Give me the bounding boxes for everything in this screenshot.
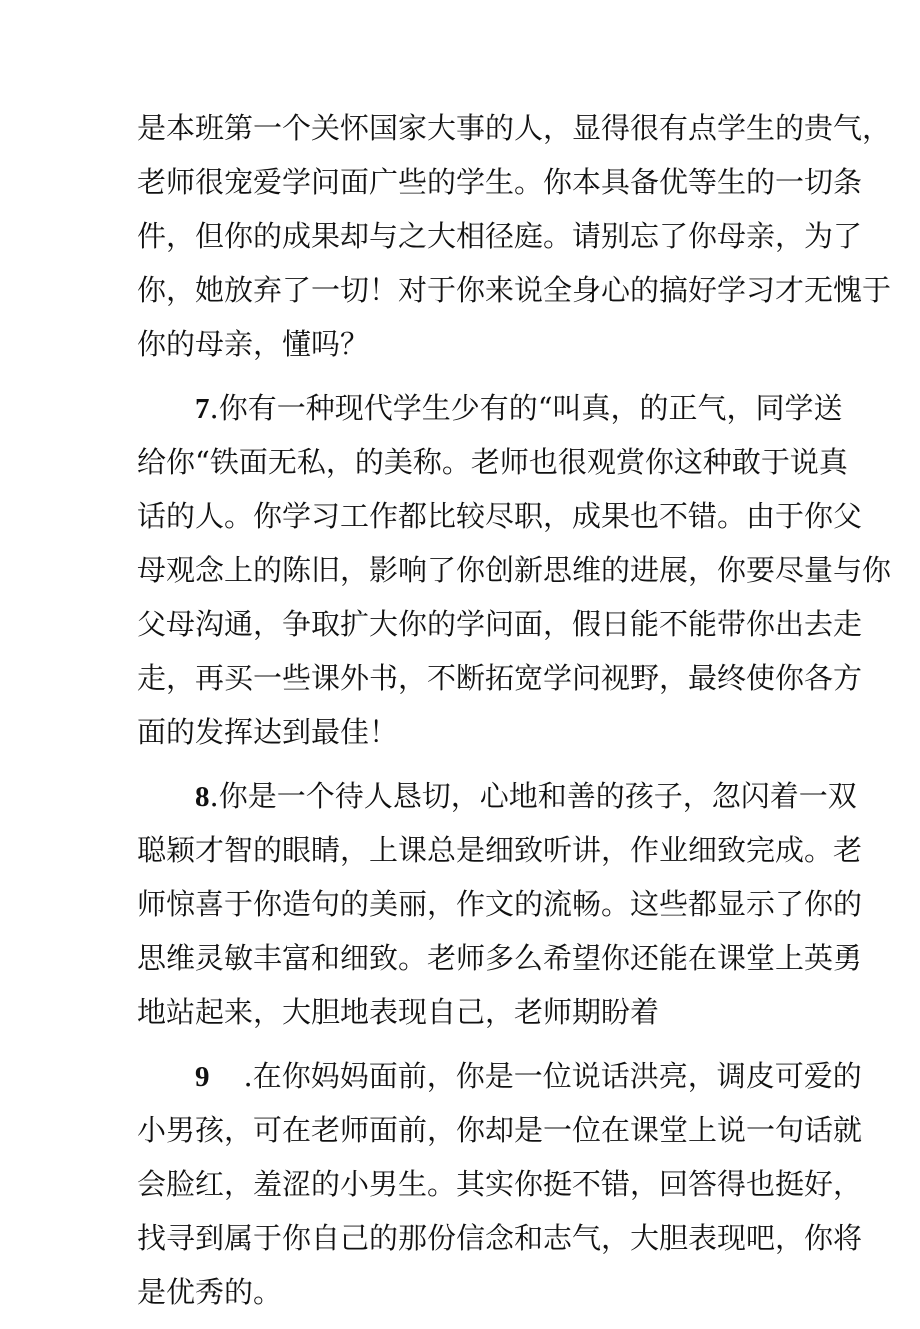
text-segment: .在你妈妈面前，你是一位说话洪亮，调皮可爱的 [243, 1059, 862, 1093]
text-line: 你的母亲，懂吗？ [137, 327, 370, 361]
text-segment: .你是一个待人恳切，心地和善的孩子，忽闪着一双 [209, 779, 857, 813]
text-line: 师惊喜于你造句的美丽，作文的流畅。这些都显示了你的 [137, 887, 863, 921]
text-line: 是优秀的。 [137, 1275, 283, 1309]
document-body [137, 101, 892, 1329]
text-line: 是本班第一个关怀国家大事的人，显得很有点学生的贵气， [137, 111, 892, 145]
paragraph-7 [137, 381, 892, 759]
text-line: 你，她放弃了一切！对于你来说全身心的搞好学习才无愧于 [137, 273, 892, 307]
text-line: 父母沟通，争取扩大你的学问面，假日能不能带你出去走 [137, 607, 863, 641]
text-line: 老师很宠爱学问面广些的学生。你本具备优等生的一切条 [137, 165, 863, 199]
text-line: 话的人。你学习工作都比较尽职，成果也不错。由于你父 [137, 499, 863, 533]
text-line: 思维灵敏丰富和细致。老师多么希望你还能在课堂上英勇 [137, 941, 863, 975]
text-line: 小男孩，可在老师面前，你却是一位在课堂上说一句话就 [137, 1113, 863, 1147]
item-number: 7 [195, 393, 210, 425]
text-line-first [137, 1049, 862, 1103]
item-number: 9 [195, 1061, 210, 1093]
paragraph-8 [137, 769, 863, 1039]
text-line: 件，但你的成果却与之大相径庭。请别忘了你母亲，为了 [137, 219, 863, 253]
item-number: 8 [195, 781, 210, 813]
text-line: 面的发挥达到最佳！ [137, 715, 399, 749]
text-line: 聪颖才智的眼睛，上课总是细致听讲，作业细致完成。老 [137, 833, 863, 867]
text-line: 地站起来，大胆地表现自己，老师期盼着 [137, 995, 660, 1029]
text-line-first [137, 769, 857, 823]
text-segment: .你有一种现代学生少有的“叫真，的正气，同学送 [209, 391, 843, 425]
text-line: 走，再买一些课外书，不断拓宽学问视野，最终使你各方 [137, 661, 863, 695]
paragraph-continued [137, 101, 892, 371]
text-line: 会脸红，羞涩的小男生。其实你挺不错，回答得也挺好， [137, 1167, 863, 1201]
text-line: 母观念上的陈旧，影响了你创新思维的进展，你要尽量与你 [137, 553, 892, 587]
paragraph-9 [137, 1049, 863, 1319]
text-line-first [137, 381, 843, 435]
text-line: 给你“铁面无私，的美称。老师也很观赏你这种敢于说真 [137, 445, 848, 479]
text-line: 找寻到属于你自己的那份信念和志气，大胆表现吧，你将 [137, 1221, 863, 1255]
